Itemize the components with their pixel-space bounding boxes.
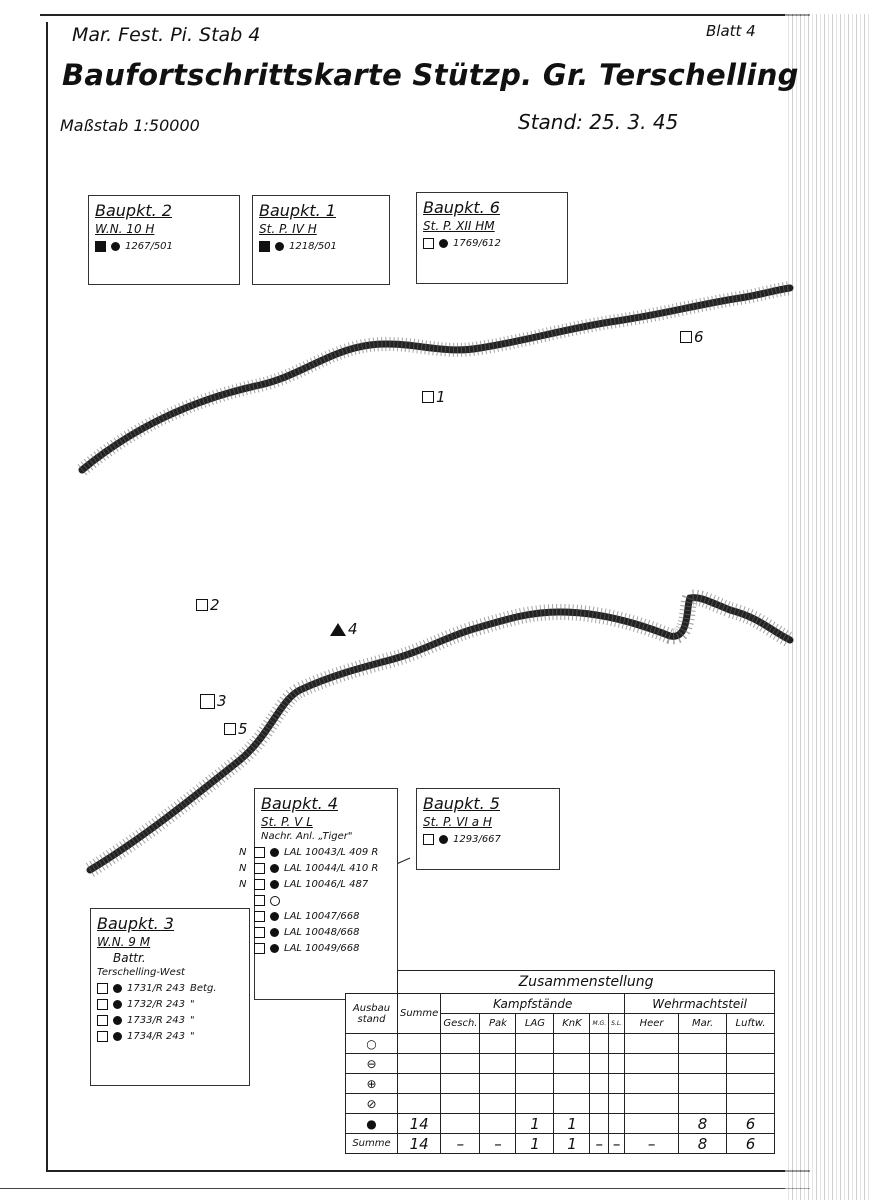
table-cell: – [480,1134,516,1154]
row-mark: N [239,863,247,874]
filled-dot-icon [270,880,279,889]
table-cell: 1 [554,1134,590,1154]
row-status-symbol: ○ [346,1034,398,1054]
bunker-type: 1218/501 [289,241,337,252]
table-cell [590,1054,609,1074]
filled-dot-icon [270,864,279,873]
col-header-summe: Summe [398,994,441,1034]
bunker-type: LAL 10049/668 [284,943,360,954]
map-marker-6 [680,328,704,346]
open-square-icon [97,1031,108,1042]
bunker-type: 1732/R 243 [127,999,186,1010]
table-cell: 6 [727,1134,775,1154]
construction-point-subtitle: W.N. 10 H [95,222,155,236]
unit-label: Mar. Fest. Pi. Stab 4 [72,24,261,46]
row-status-symbol: ● [346,1114,398,1134]
filled-dot-icon [270,848,279,857]
filled-dot-icon [270,928,279,937]
bunker-row [239,927,391,938]
construction-point-5-box [416,788,560,870]
table-cell [441,1074,480,1094]
bunker-row [97,983,243,994]
table-cell [441,1054,480,1074]
bunker-row [97,1015,243,1026]
row-status-symbol: ⊖ [346,1054,398,1074]
filled-square-icon [259,241,270,252]
table-cell [625,1034,679,1054]
table-group-row [346,994,775,1014]
open-square-icon [196,599,208,611]
open-square-icon [97,999,108,1010]
table-cell [398,1054,441,1074]
bunker-tag: " [190,1031,195,1042]
filled-dot-icon [113,1032,122,1041]
bunker-row [97,1031,243,1042]
table-cell [679,1074,727,1094]
table-cell [480,1114,516,1134]
open-square-icon [254,879,265,890]
table-cell: 6 [727,1114,775,1134]
row-status-symbol: Summe [346,1134,398,1154]
table-cell [441,1114,480,1134]
open-square-icon [254,927,265,938]
table-cell [590,1074,609,1094]
table-cell [398,1034,441,1054]
open-square-icon [224,723,236,735]
open-circle-icon [270,896,280,906]
row-mark: N [239,847,247,858]
bunker-type: LAL 10046/L 487 [284,879,369,890]
construction-point-1-box [252,195,390,285]
bunker-row [97,999,243,1010]
col-header: M.G. [590,1014,609,1034]
table-cell [609,1114,625,1134]
marker-label: 2 [210,596,220,614]
bunker-type: 1293/667 [453,834,501,845]
construction-point-subtitle: St. P. XII HM [423,219,495,233]
table-cell [554,1034,590,1054]
construction-point-subtitle: St. P. IV H [259,222,317,236]
construction-point-4-box [239,788,398,1000]
col-header: Heer [625,1014,679,1034]
bunker-row [239,911,391,922]
table-cell [480,1034,516,1054]
table-cell [554,1054,590,1074]
table-cell: – [441,1134,480,1154]
construction-point-subtitle: W.N. 9 M [97,935,151,949]
open-square-icon [254,863,265,874]
sheet-number: Blatt 4 [706,22,756,40]
map-date: Stand: 25. 3. 45 [518,110,679,134]
construction-point-2-box [88,195,240,285]
table-cell [480,1074,516,1094]
bunker-type: 1731/R 243 [127,983,186,994]
table-cell [398,1074,441,1094]
map-marker-5 [224,720,248,738]
col-header: LAG [516,1014,554,1034]
table-cell [625,1074,679,1094]
table-title-row [346,971,775,994]
table-cell [609,1034,625,1054]
marker-label: 6 [694,328,704,346]
table-cell [727,1094,775,1114]
open-square-icon [254,895,265,906]
construction-point-title: Baupkt. 6 [423,198,500,217]
bunker-row [239,895,391,906]
construction-point-subtitle: St. P. VI a H [423,815,492,829]
col-header: KnK [554,1014,590,1034]
construction-point-note: Terschelling-West [97,967,185,978]
bunker-type: LAL 10044/L 410 R [284,863,379,874]
marker-label: 5 [238,720,248,738]
table-row [346,1074,775,1094]
table-cell [480,1054,516,1074]
table-row [346,1114,775,1134]
table-cell: – [590,1134,609,1154]
bunker-type: 1734/R 243 [127,1031,186,1042]
table-cell [590,1034,609,1054]
bunker-type: 1267/501 [125,241,173,252]
construction-point-title: Baupkt. 1 [259,201,336,220]
map-scale: Maßstab 1:50000 [60,116,200,135]
col-header: Pak [480,1014,516,1034]
col-header: Mar. [679,1014,727,1034]
table-body [346,1034,775,1154]
filled-dot-icon [270,912,279,921]
marker-label: 1 [436,388,446,406]
construction-point-note: Battr. [113,951,146,965]
filled-dot-icon [113,1016,122,1025]
table-cell: 1 [554,1114,590,1134]
table-cell [609,1094,625,1114]
table-row [346,1034,775,1054]
marker-label: 3 [217,692,227,710]
table-cell: 14 [398,1134,441,1154]
table-cell [727,1074,775,1094]
construction-point-title: Baupkt. 2 [95,201,172,220]
table-cell [625,1114,679,1134]
bunker-row [95,241,233,252]
table-cell [554,1074,590,1094]
bunker-row [239,943,391,954]
table-cell [625,1054,679,1074]
table-cell [516,1034,554,1054]
open-square-icon [423,238,434,249]
table-row [346,1094,775,1114]
map-marker-4 [330,620,358,638]
marker-label: 4 [348,620,358,638]
bunker-tag: " [190,999,195,1010]
open-square-icon [680,331,692,343]
table-row [346,1134,775,1154]
construction-point-subtitle: St. P. V L [261,815,313,829]
bunker-type: LAL 10048/668 [284,927,360,938]
filled-dot-icon [275,242,284,251]
col-header-ausbau: Ausbau stand [346,994,398,1034]
table-cell [554,1094,590,1114]
bunker-type: LAL 10043/L 409 R [284,847,379,858]
table-cell: – [625,1134,679,1154]
bunker-row [239,863,391,874]
open-square-icon [97,983,108,994]
row-status-symbol: ⊘ [346,1094,398,1114]
filled-dot-icon [270,944,279,953]
table-cell [590,1114,609,1134]
table-cell [441,1034,480,1054]
bunker-row [423,834,553,845]
table-cell: 1 [516,1134,554,1154]
bunker-row [239,879,391,890]
filled-dot-icon [439,835,448,844]
map-marker-1 [422,388,446,406]
filled-dot-icon [439,239,448,248]
table-title: Zusammenstellung [398,971,775,994]
table-cell [679,1054,727,1074]
construction-point-title: Baupkt. 4 [261,794,338,813]
filled-square-icon [95,241,106,252]
bunker-row [423,238,561,249]
bunker-type: 1733/R 243 [127,1015,186,1026]
open-square-icon [254,943,265,954]
north-coastline [82,288,790,470]
table-row [346,1054,775,1074]
table-cell [516,1074,554,1094]
row-mark: N [239,879,247,890]
table-cell [516,1054,554,1074]
row-status-symbol: ⊕ [346,1074,398,1094]
map-marker-2 [196,596,220,614]
construction-point-6-box [416,192,568,284]
table-cell [727,1054,775,1074]
open-square-icon [422,391,434,403]
open-square-icon [97,1015,108,1026]
table-cell [679,1034,727,1054]
filled-dot-icon [113,984,122,993]
table-cell [516,1094,554,1114]
construction-point-title: Baupkt. 5 [423,794,500,813]
table-cell [609,1074,625,1094]
table-cell [590,1094,609,1114]
triangle-icon [330,623,346,636]
bunker-type: LAL 10047/668 [284,911,360,922]
table-cell: 8 [679,1114,727,1134]
table-cell [727,1034,775,1054]
table-cell: – [609,1134,625,1154]
table-cell [480,1094,516,1114]
col-header: S.L. [609,1014,625,1034]
open-square-icon [254,911,265,922]
filled-dot-icon [113,1000,122,1009]
filled-dot-icon [111,242,120,251]
open-square-icon [200,694,215,709]
construction-point-note: Nachr. Anl. „Tiger" [261,831,353,842]
table-cell: 8 [679,1134,727,1154]
map-marker-3 [200,692,227,710]
construction-point-3-box [90,908,250,1086]
map-title: Baufortschrittskarte Stützp. Gr. Terschelling [62,58,799,92]
group-header-wehrmachtsteil: Wehrmachtsteil [625,994,775,1014]
col-header: Gesch. [441,1014,480,1034]
north-coastline-texture [82,288,790,470]
group-header-kampfstaende: Kampfstände [441,994,625,1014]
open-square-icon [423,834,434,845]
bunker-row [259,241,383,252]
table-cell [609,1054,625,1074]
table-cell: 14 [398,1114,441,1134]
open-square-icon [254,847,265,858]
col-header: Luftw. [727,1014,775,1034]
bunker-tag: Betg. [190,983,217,994]
bunker-type: 1769/612 [453,238,501,249]
bunker-tag: " [190,1015,195,1026]
construction-point-title: Baupkt. 3 [97,914,174,933]
bunker-row [239,847,391,858]
table-cell [679,1094,727,1114]
table-cell: 1 [516,1114,554,1134]
table-cell [625,1094,679,1114]
table-cell [398,1094,441,1114]
table-cell [441,1094,480,1114]
summary-table [345,970,775,1154]
